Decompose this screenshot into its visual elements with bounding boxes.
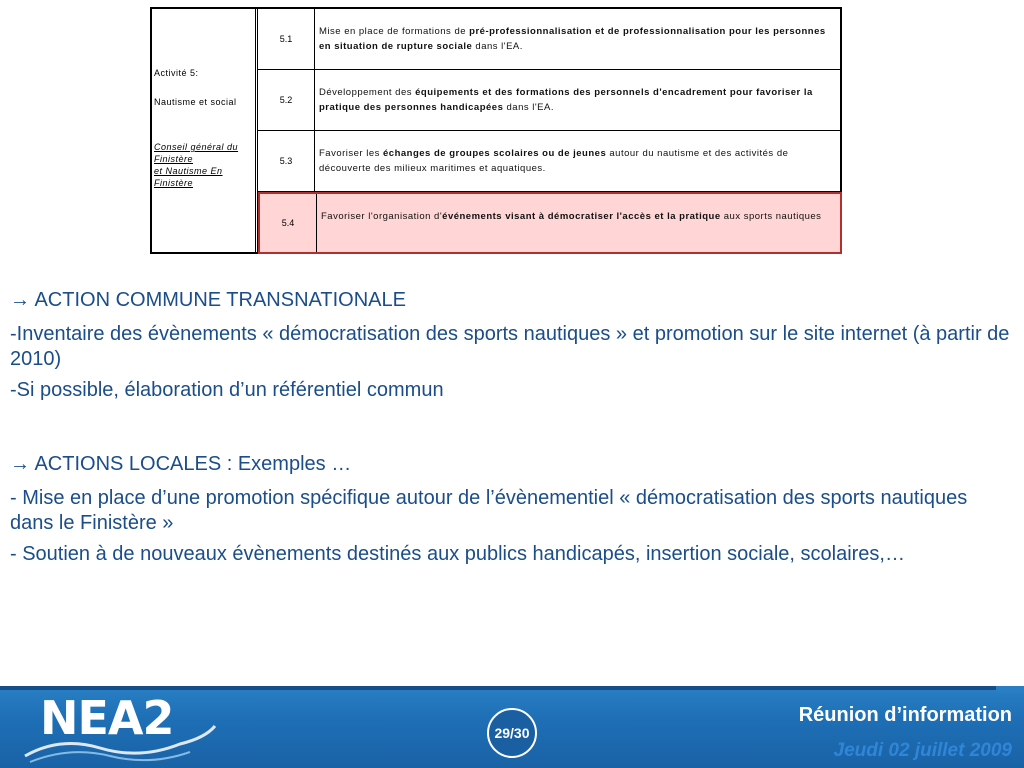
partner-link-line: Conseil général du xyxy=(154,142,239,152)
row-text: Développement des équipements et des formations des personnels d'encadrement pour favoriser la pratique des personnes handicapées dans l'EA. xyxy=(319,87,813,113)
partner-link-line: et Nautisme En xyxy=(154,166,223,176)
row-number: 5.1 xyxy=(258,9,315,69)
page-number-badge: 29/30 xyxy=(487,708,537,758)
bullet-item: -Si possible, élaboration d’un référentiel commun xyxy=(10,379,444,401)
activity-subtitle: Nautisme et social xyxy=(154,97,237,107)
bullet-item: - Mise en place d’une promotion spécifique autour de l’évènementiel « démocratisation des sports nautiques dans le Finistère » xyxy=(10,487,968,534)
table-row xyxy=(258,9,842,70)
meeting-title: Réunion d’information xyxy=(798,704,1012,726)
row-number: 5.4 xyxy=(260,194,317,252)
slide-content xyxy=(10,288,1010,567)
section-heading-transnational: → ACTION COMMUNE TRANSNATIONALE xyxy=(10,289,406,311)
bullet-item: -Inventaire des évènements « démocratisation des sports nautiques » et promotion sur le site internet (à partir de 2010) xyxy=(10,323,1010,370)
section-heading-local: → ACTIONS LOCALES : Exemples … xyxy=(10,453,352,475)
row-text: Favoriser les échanges de groupes scolaires ou de jeunes autour du nautisme et des activités de découverte des milieux maritimes et aquatiques. xyxy=(319,148,789,174)
row-number: 5.2 xyxy=(258,70,315,130)
activity-table xyxy=(150,7,842,254)
partner-link-line: Finistère xyxy=(154,154,194,164)
row-number: 5.3 xyxy=(258,131,315,191)
table-row xyxy=(258,70,842,131)
table-row xyxy=(258,131,842,192)
activity-cell xyxy=(152,9,258,252)
bullet-item: - Soutien à de nouveaux évènements destinés aux publics handicapés, insertion sociale, scolaires,… xyxy=(10,543,905,565)
partner-link[interactable] xyxy=(154,141,254,189)
row-text: Favoriser l'organisation d'événements visant à démocratiser l'accès et la pratique aux sports nautiques xyxy=(321,211,822,222)
meeting-date: Jeudi 02 juillet 2009 xyxy=(833,740,1012,761)
activity-title: Activité 5: xyxy=(154,68,199,78)
table-row-highlighted xyxy=(258,192,842,254)
footer-notch xyxy=(996,686,1024,692)
nea2-logo: NEA2 xyxy=(40,691,174,745)
partner-link-line: Finistère xyxy=(154,178,194,188)
row-text: Mise en place de formations de pré-professionnalisation et de professionnalisation pour les personnes en situation de rupture sociale dans l'EA. xyxy=(319,26,826,52)
